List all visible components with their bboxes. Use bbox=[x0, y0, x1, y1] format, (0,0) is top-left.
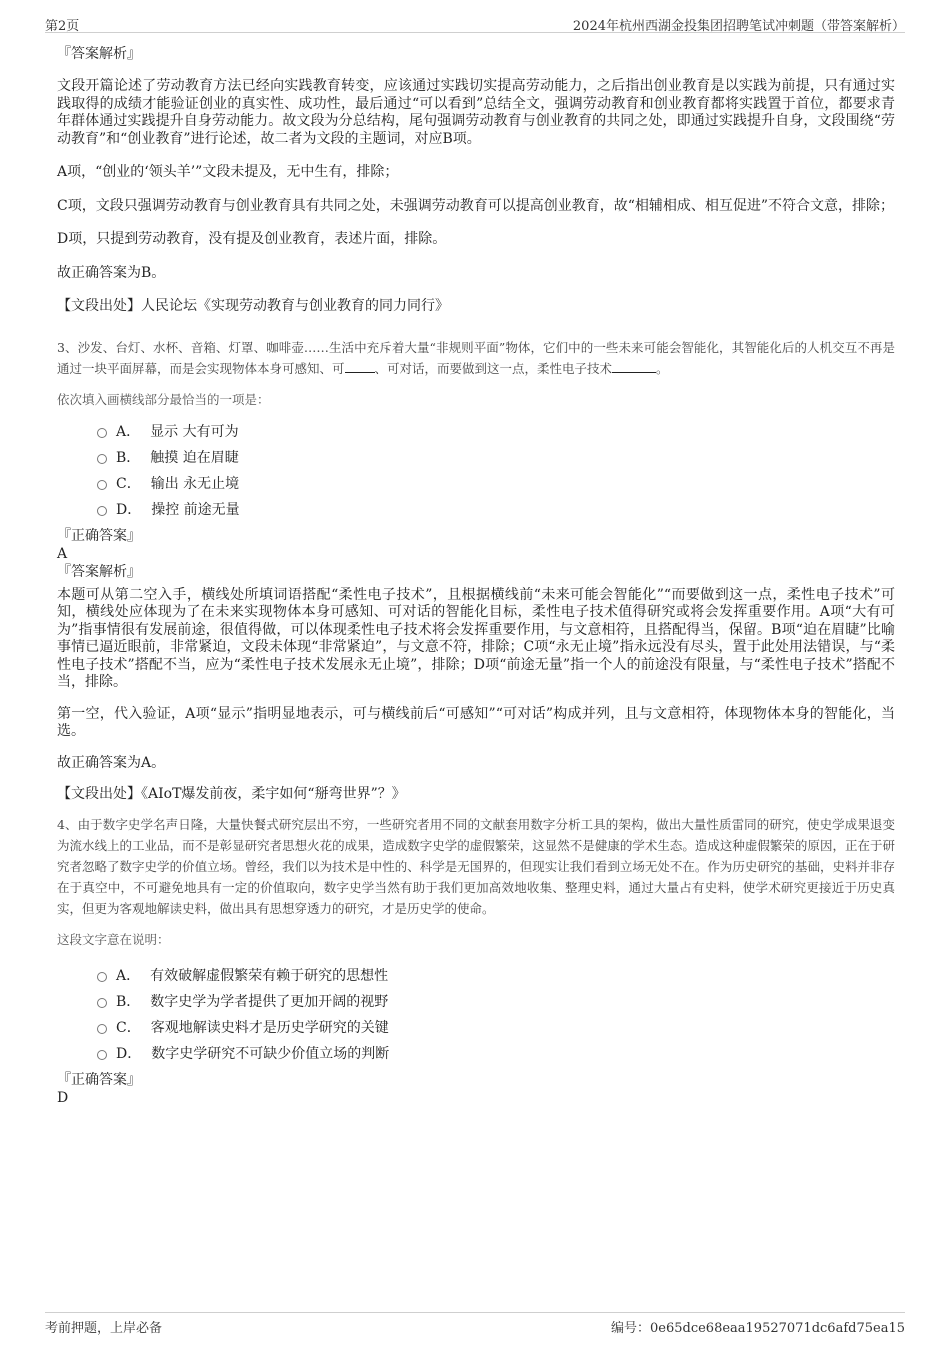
radio-icon[interactable] bbox=[97, 1024, 107, 1034]
question-3-options bbox=[57, 419, 895, 523]
source-citation: 【文段出处】人民论坛《实现劳动教育与创业教育的同力同行》 bbox=[57, 298, 449, 314]
page-content bbox=[57, 44, 895, 1107]
option-a[interactable]: A． 显示 大有可为 bbox=[97, 419, 895, 445]
question-3-stem: 3、沙发、台灯、水杯、音箱、灯罩、咖啡壶……生活中充斥着大量“非规则平面”物体，它们中的一些未来可能会智能化，其智能化后的人机交互不再是通过一块平面屏幕，而是会实现物体本身可感知、可 、可对话，而要做到这一点，柔性电子技术 。 bbox=[57, 339, 895, 376]
analysis-paragraph: 文段开篇论述了劳动教育方法已经向实践教育转变，应该通过实践切实提高劳动能力，之后指出创业教育是以实践为前提，只有通过实践取得的成绩才能验证创业的真实性、成功性，最后通过“可以看到”总结全文，强调劳动教育和创业教育都将实践置于首位，都要求青年群体通过实践提升自身劳动能力。故文段为分总结构，尾句强调劳动教育与创业教育的共同之处，即通过实践提升自身，文段围绕“劳动教育”和“创业教育”进行论述，故二者为文段的主题词，对应B项。 bbox=[57, 78, 895, 147]
radio-icon[interactable] bbox=[97, 972, 107, 982]
correct-answer: A bbox=[57, 545, 68, 562]
correct-answer-label: 『正确答案』 bbox=[57, 527, 141, 544]
analysis-label: 『答案解析』 bbox=[57, 46, 141, 62]
page-header bbox=[45, 12, 905, 33]
option-c[interactable]: C． 客观地解读史料才是历史学研究的关键 bbox=[97, 1015, 895, 1041]
page-number: 第2页 bbox=[45, 19, 80, 34]
blank-1 bbox=[345, 360, 375, 373]
source-citation: 【文段出处】《AIoT爆发前夜，柔宇如何“掰弯世界”？》 bbox=[57, 786, 406, 802]
analysis-option-a: A项，“创业的‘领头羊’”文段未提及，无中生有，排除； bbox=[57, 164, 399, 180]
option-a[interactable]: A． 有效破解虚假繁荣有赖于研究的思想性 bbox=[97, 963, 895, 989]
correct-answer-label: 『正确答案』 bbox=[57, 1071, 141, 1088]
question-4-prompt: 这段文字意在说明： bbox=[57, 931, 170, 947]
analysis-option-d: D项，只提到劳动教育，没有提及创业教育，表述片面，排除。 bbox=[57, 231, 447, 247]
question-4-options bbox=[57, 963, 895, 1067]
answer-conclusion: 故正确答案为A。 bbox=[57, 754, 166, 771]
analysis-label: 『答案解析』 bbox=[57, 563, 141, 580]
radio-icon[interactable] bbox=[97, 1050, 107, 1060]
question-4-stem: 4、由于数字史学名声日隆，大量快餐式研究层出不穷，一些研究者用不同的文献套用数字分析工具的架构，做出大量性质雷同的研究，使史学成果退变为流水线上的工业品，而不是彰显研究者思想火花的成果，造成数字史学的虚假繁荣，这显然不是健康的学术生态。造成这种虚假繁荣的原因，正在于研究者忽略了数字史学的价值立场。曾经，我们以为技术是中性的、科学是无国界的，但现实让我们看到立场无处不在。作为历史研究的基础，史料并非存在于真空中，不可避免地具有一定的价值取向，数字史学当然有助于我们更加高效地收集、整理史料，通过大量占有史料，使学术研究更接近于历史真实，但更为客观地解读史料，做出具有思想穿透力的研究，才是历史学的使命。 bbox=[57, 816, 895, 916]
option-b[interactable]: B． 触摸 迫在眉睫 bbox=[97, 445, 895, 471]
answer-conclusion: 故正确答案为B。 bbox=[57, 264, 166, 281]
radio-icon[interactable] bbox=[97, 998, 107, 1008]
analysis-paragraph: 本题可从第二空入手，横线处所填词语搭配“柔性电子技术”，且根据横线前“未来可能会智能化”“而要做到这一点，柔性电子技术”可知，横线处应体现为了在未来实现物体本身可感知、可对话的智能化目标，柔性电子技术值得研究或将会发挥重要作用。A项“大有可为”指事情很有发展前途，很值得做，可以体现柔性电子技术将会发挥重要作用，与文意相符，且搭配得当，保留。B项“迫在眉睫”比喻事情已逼近眼前，非常紧迫，文段未体现“非常紧迫”，与文意不符，排除；C项“永无止境”指永远没有尽头，置于此处用法错误，与“柔性电子技术”搭配不当，应为“柔性电子技术发展永无止境”，排除；D项“前途无量”指一个人的前途没有限量，与“柔性电子技术”搭配不当，排除。 bbox=[57, 586, 895, 690]
radio-icon[interactable] bbox=[97, 454, 107, 464]
correct-answer: D bbox=[57, 1089, 69, 1106]
document-serial: 编号：0e65dce68eaa19527071dc6afd75ea15 bbox=[611, 1321, 905, 1336]
analysis-option-c: C项，文段只强调劳动教育与创业教育具有共同之处，未强调劳动教育可以提高创业教育，故“相辅相成、相互促进”不符合文意，排除； bbox=[57, 197, 895, 214]
analysis-paragraph-2: 第一空，代入验证，A项“显示”指明显地表示，可与横线前后“可感知”“可对话”构成并列，且与文意相符，体现物体本身的智能化，当选。 bbox=[57, 705, 895, 739]
radio-icon[interactable] bbox=[97, 480, 107, 490]
document-title: 2024年杭州西湖金投集团招聘笔试冲刺题（带答案解析） bbox=[572, 19, 905, 34]
footer-slogan: 考前押题，上岸必备 bbox=[45, 1321, 163, 1336]
radio-icon[interactable] bbox=[97, 506, 107, 516]
page-footer bbox=[45, 1312, 905, 1335]
blank-2 bbox=[612, 360, 656, 373]
option-b[interactable]: B． 数字史学为学者提供了更加开阔的视野 bbox=[97, 989, 895, 1015]
option-d[interactable]: D． 操控 前途无量 bbox=[97, 497, 895, 523]
option-c[interactable]: C． 输出 永无止境 bbox=[97, 471, 895, 497]
question-3-prompt: 依次填入画横线部分最恰当的一项是： bbox=[57, 391, 270, 407]
radio-icon[interactable] bbox=[97, 428, 107, 438]
option-d[interactable]: D． 数字史学研究不可缺少价值立场的判断 bbox=[97, 1041, 895, 1067]
